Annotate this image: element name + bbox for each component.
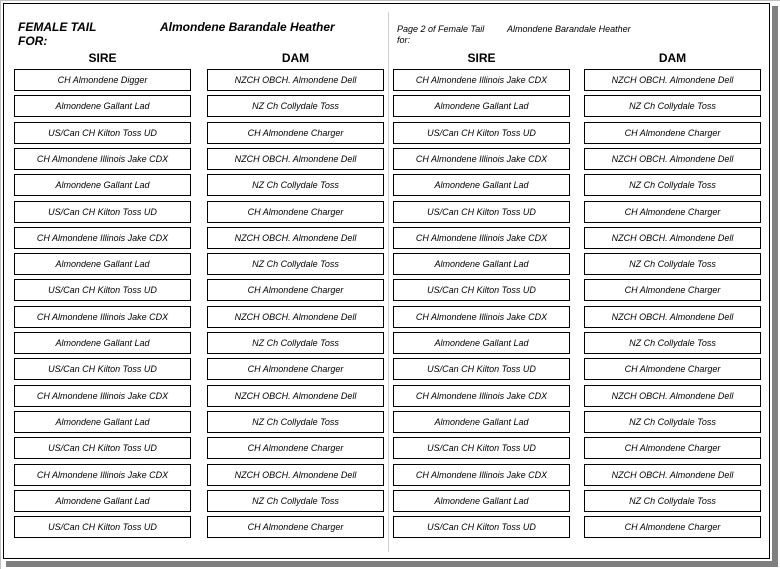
page2-dam-cell: CH Almondene Charger bbox=[584, 516, 761, 538]
page2-dam-cell: NZCH OBCH. Almondene Dell bbox=[584, 464, 761, 486]
page2-sire-cell: Almondene Gallant Lad bbox=[393, 253, 570, 275]
page1-dam-cell: CH Almondene Charger bbox=[207, 437, 384, 459]
page1-sire-cell: CH Almondene Illinois Jake CDX bbox=[14, 227, 191, 249]
page2-dam-cell: NZ Ch Collydale Toss bbox=[584, 490, 761, 512]
page1-sire-cell: Almondene Gallant Lad bbox=[14, 411, 191, 433]
page1-sire-cell: US/Can CH Kilton Toss UD bbox=[14, 279, 191, 301]
page2-dog-name: Almondene Barandale Heather bbox=[507, 24, 631, 34]
page2-title-line1: Page 2 of Female Tail bbox=[397, 24, 485, 34]
page2-dam-cell: CH Almondene Charger bbox=[584, 358, 761, 380]
page2-dam-cell: NZCH OBCH. Almondene Dell bbox=[584, 69, 761, 91]
page1-dam-cell: NZCH OBCH. Almondene Dell bbox=[207, 227, 384, 249]
page-shadow-bottom bbox=[6, 561, 778, 567]
page1-dam-cell: CH Almondene Charger bbox=[207, 279, 384, 301]
page1-dam-cell: NZCH OBCH. Almondene Dell bbox=[207, 385, 384, 407]
page1-dam-cell: NZ Ch Collydale Toss bbox=[207, 174, 384, 196]
page1-dam-cell: NZCH OBCH. Almondene Dell bbox=[207, 148, 384, 170]
page1-dam-cell: NZ Ch Collydale Toss bbox=[207, 332, 384, 354]
page1-sire-cell: Almondene Gallant Lad bbox=[14, 95, 191, 117]
page2-sire-cell: US/Can CH Kilton Toss UD bbox=[393, 279, 570, 301]
page1-title bbox=[18, 20, 96, 48]
page2-sire-cell: CH Almondene Illinois Jake CDX bbox=[393, 385, 570, 407]
page1-sire-cell: Almondene Gallant Lad bbox=[14, 174, 191, 196]
page2-dam-header: DAM bbox=[658, 51, 687, 65]
page2-dam-cell: NZCH OBCH. Almondene Dell bbox=[584, 385, 761, 407]
page2-sire-cell: Almondene Gallant Lad bbox=[393, 95, 570, 117]
page2-sire-cell: Almondene Gallant Lad bbox=[393, 174, 570, 196]
page1-sire-cell: Almondene Gallant Lad bbox=[14, 332, 191, 354]
page1-sire-cell: Almondene Gallant Lad bbox=[14, 490, 191, 512]
page1-sire-cell: US/Can CH Kilton Toss UD bbox=[14, 358, 191, 380]
page1-sire-header: SIRE bbox=[88, 51, 117, 65]
page1-sire-cell: CH Almondene Digger bbox=[14, 69, 191, 91]
page2-sire-cell: CH Almondene Illinois Jake CDX bbox=[393, 227, 570, 249]
page1-dam-cell: CH Almondene Charger bbox=[207, 358, 384, 380]
page2-dam-cell: CH Almondene Charger bbox=[584, 122, 761, 144]
page2-dam-cell: NZ Ch Collydale Toss bbox=[584, 411, 761, 433]
page-shadow-right bbox=[772, 6, 778, 567]
page2-sire-cell: CH Almondene Illinois Jake CDX bbox=[393, 464, 570, 486]
page2-sire-cell: US/Can CH Kilton Toss UD bbox=[393, 122, 570, 144]
page2-dam-cell: NZ Ch Collydale Toss bbox=[584, 253, 761, 275]
page1-dam-header: DAM bbox=[281, 51, 310, 65]
page1-title-line2: FOR: bbox=[18, 34, 48, 48]
page2-sire-cell: CH Almondene Illinois Jake CDX bbox=[393, 69, 570, 91]
page1-sire-cell: CH Almondene Illinois Jake CDX bbox=[14, 148, 191, 170]
page-divider bbox=[388, 12, 389, 552]
page1-sire-cell: CH Almondene Illinois Jake CDX bbox=[14, 306, 191, 328]
page1-dam-cell: NZ Ch Collydale Toss bbox=[207, 253, 384, 275]
page1-sire-cell: US/Can CH Kilton Toss UD bbox=[14, 516, 191, 538]
page2-sire-cell: Almondene Gallant Lad bbox=[393, 490, 570, 512]
page2-dam-cell: NZCH OBCH. Almondene Dell bbox=[584, 306, 761, 328]
page1-sire-cell: US/Can CH Kilton Toss UD bbox=[14, 437, 191, 459]
page1-dam-cell: NZ Ch Collydale Toss bbox=[207, 95, 384, 117]
page2-dam-cell: CH Almondene Charger bbox=[584, 437, 761, 459]
page1-dam-cell: NZCH OBCH. Almondene Dell bbox=[207, 306, 384, 328]
page1-sire-cell: CH Almondene Illinois Jake CDX bbox=[14, 385, 191, 407]
page2-dam-cell: NZ Ch Collydale Toss bbox=[584, 95, 761, 117]
page2-dam-cell: NZ Ch Collydale Toss bbox=[584, 174, 761, 196]
page1-dam-cell: NZ Ch Collydale Toss bbox=[207, 490, 384, 512]
page1-dam-cell: CH Almondene Charger bbox=[207, 201, 384, 223]
page2-sire-cell: US/Can CH Kilton Toss UD bbox=[393, 437, 570, 459]
page2-dam-cell: NZCH OBCH. Almondene Dell bbox=[584, 148, 761, 170]
page2-sire-cell: US/Can CH Kilton Toss UD bbox=[393, 516, 570, 538]
page1-sire-cell: Almondene Gallant Lad bbox=[14, 253, 191, 275]
page1-sire-cell: CH Almondene Illinois Jake CDX bbox=[14, 464, 191, 486]
page1-sire-cell: US/Can CH Kilton Toss UD bbox=[14, 201, 191, 223]
page2-sire-cell: US/Can CH Kilton Toss UD bbox=[393, 201, 570, 223]
page2-sire-cell: CH Almondene Illinois Jake CDX bbox=[393, 148, 570, 170]
page1-title-line1: FEMALE TAIL bbox=[18, 20, 97, 34]
page1-dam-cell: NZ Ch Collydale Toss bbox=[207, 411, 384, 433]
page2-dam-cell: NZ Ch Collydale Toss bbox=[584, 332, 761, 354]
page2-dam-cell: NZCH OBCH. Almondene Dell bbox=[584, 227, 761, 249]
page2-dam-cell: CH Almondene Charger bbox=[584, 279, 761, 301]
page1-dam-cell: NZCH OBCH. Almondene Dell bbox=[207, 69, 384, 91]
page2-sire-cell: Almondene Gallant Lad bbox=[393, 332, 570, 354]
page2-sire-cell: CH Almondene Illinois Jake CDX bbox=[393, 306, 570, 328]
page1-dam-cell: CH Almondene Charger bbox=[207, 122, 384, 144]
page1-dog-name: Almondene Barandale Heather bbox=[160, 20, 335, 34]
page2-sire-cell: Almondene Gallant Lad bbox=[393, 411, 570, 433]
page1-dam-cell: NZCH OBCH. Almondene Dell bbox=[207, 464, 384, 486]
page2-title-line2: for: bbox=[397, 35, 411, 45]
page1-dam-cell: CH Almondene Charger bbox=[207, 516, 384, 538]
page1-sire-cell: US/Can CH Kilton Toss UD bbox=[14, 122, 191, 144]
page2-sire-cell: US/Can CH Kilton Toss UD bbox=[393, 358, 570, 380]
page2-dam-cell: CH Almondene Charger bbox=[584, 201, 761, 223]
page2-title bbox=[397, 24, 484, 46]
page2-sire-header: SIRE bbox=[467, 51, 496, 65]
